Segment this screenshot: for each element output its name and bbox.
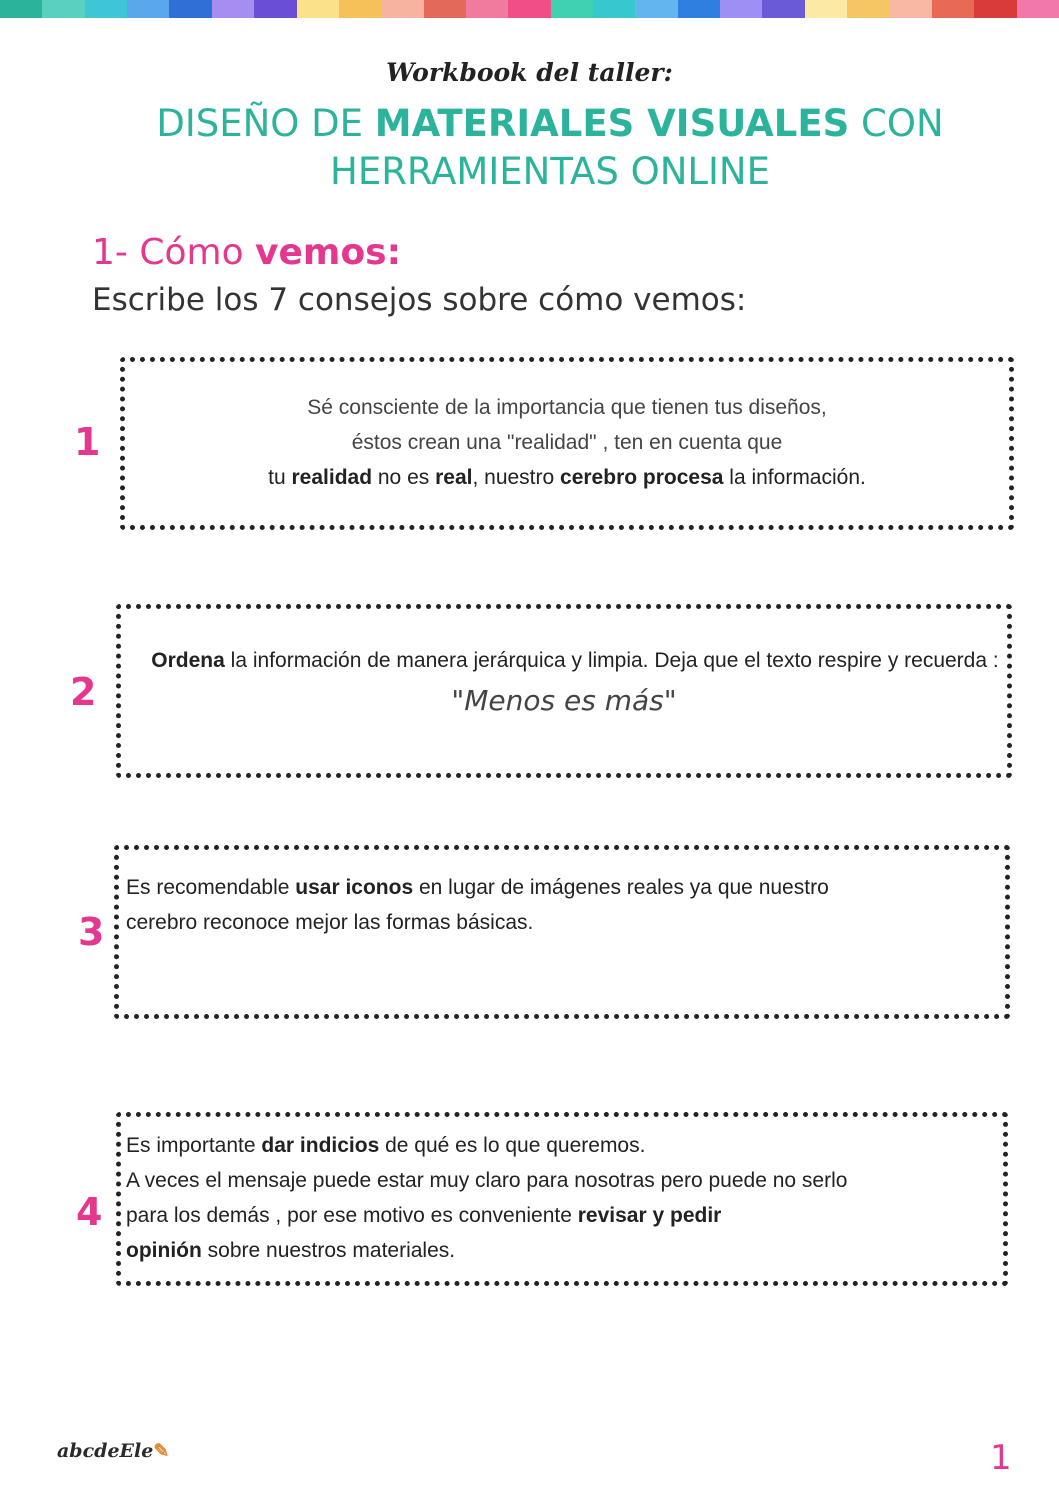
stripe-segment bbox=[635, 0, 677, 18]
page-title bbox=[140, 100, 960, 196]
stripe-segment bbox=[127, 0, 169, 18]
stripe-segment bbox=[805, 0, 847, 18]
stripe-segment bbox=[593, 0, 635, 18]
stripe-segment bbox=[169, 0, 211, 18]
stripe-segment bbox=[0, 0, 42, 18]
tip3-a: Es recomendable bbox=[126, 876, 296, 899]
section-heading bbox=[92, 232, 401, 273]
stripe-segment bbox=[381, 0, 423, 18]
stripe-segment bbox=[339, 0, 381, 18]
tip2-text bbox=[121, 645, 1007, 677]
stripe-segment bbox=[466, 0, 508, 18]
tip4-line1 bbox=[126, 1128, 1003, 1163]
tip-number-3: 3 bbox=[78, 910, 105, 954]
tip3-b: usar iconos bbox=[295, 876, 414, 899]
tip1-line1: Sé consciente de la importancia que tienen tus diseños, bbox=[307, 396, 827, 419]
stripe-segment bbox=[974, 0, 1016, 18]
tip-box-2 bbox=[116, 604, 1012, 778]
tip-number-2: 2 bbox=[70, 670, 97, 714]
tip4-l4-c: sobre nuestros materiales. bbox=[201, 1239, 456, 1262]
title-bold: MATERIALES VISUALES bbox=[374, 102, 850, 145]
tip-box-1 bbox=[120, 357, 1014, 530]
logo-text: abcdeEle bbox=[57, 1440, 154, 1462]
tip1-l3-b2: real bbox=[435, 466, 473, 489]
stripe-segment bbox=[424, 0, 466, 18]
stripe-segment bbox=[932, 0, 974, 18]
stripe-segment bbox=[297, 0, 339, 18]
tip2-quote: "Menos es más" bbox=[451, 684, 677, 717]
tip-number-4: 4 bbox=[76, 1190, 103, 1234]
tip4-line2: A veces el mensaje puede estar muy claro para nosotras pero puede no serlo bbox=[126, 1169, 848, 1192]
tip4-l1-c: de qué es lo que queremos. bbox=[379, 1134, 646, 1157]
tip4-l3-a: para los demás , por ese motivo es conveniente bbox=[126, 1204, 578, 1227]
pencil-icon: ✎ bbox=[153, 1440, 170, 1462]
tip3-line2: cerebro reconoce mejor las formas básicas. bbox=[126, 911, 534, 934]
stripe-segment bbox=[85, 0, 127, 18]
stripe-segment bbox=[678, 0, 720, 18]
stripe-segment bbox=[551, 0, 593, 18]
stripe-segment bbox=[847, 0, 889, 18]
tip1-l3-b1: realidad bbox=[291, 466, 373, 489]
tip1-l3-c: no es bbox=[372, 466, 436, 489]
tip-box-4 bbox=[116, 1112, 1008, 1286]
tip4-l1-a: Es importante bbox=[126, 1134, 262, 1157]
tip4-l1-b: dar indicios bbox=[261, 1134, 380, 1157]
tip4-l3-b: revisar y pedir bbox=[577, 1204, 722, 1227]
tip1-l3-e: la información. bbox=[723, 466, 866, 489]
stripe-segment bbox=[890, 0, 932, 18]
stripe-segment bbox=[762, 0, 804, 18]
brand-logo bbox=[57, 1440, 169, 1462]
stripe-segment bbox=[720, 0, 762, 18]
tip4-line3 bbox=[126, 1198, 1003, 1233]
tip3-c: en lugar de imágenes reales ya que nuestro bbox=[413, 876, 829, 899]
top-color-stripe bbox=[0, 0, 1059, 18]
tip2-rest: la información de manera jerárquica y limpia. Deja que el texto respire y recuerda : bbox=[224, 649, 999, 672]
stripe-segment bbox=[508, 0, 550, 18]
stripe-segment bbox=[212, 0, 254, 18]
stripe-segment bbox=[1017, 0, 1059, 18]
tip2-bold: Ordena bbox=[151, 649, 225, 672]
tip3-line1 bbox=[126, 870, 1005, 905]
tip4-line4 bbox=[126, 1233, 1003, 1268]
section-instruction: Escribe los 7 consejos sobre cómo vemos: bbox=[92, 282, 747, 318]
tip1-l3-d: , nuestro bbox=[472, 466, 561, 489]
tip1-line3 bbox=[125, 460, 1009, 495]
tip-number-1: 1 bbox=[74, 420, 101, 464]
section-heading-prefix: 1- Cómo bbox=[92, 232, 256, 273]
stripe-segment bbox=[254, 0, 296, 18]
tip-box-3 bbox=[114, 845, 1010, 1019]
section-heading-bold: vemos: bbox=[255, 232, 401, 273]
title-part1: DISEÑO DE bbox=[156, 102, 375, 145]
tip4-l4-b: opinión bbox=[126, 1239, 202, 1262]
title-line2: HERRAMIENTAS ONLINE bbox=[330, 150, 770, 193]
page-number: 1 bbox=[990, 1438, 1012, 1478]
title-part2: CON bbox=[849, 102, 944, 145]
workbook-label: Workbook del taller: bbox=[386, 58, 673, 87]
stripe-segment bbox=[42, 0, 84, 18]
tip1-l3-b3: cerebro procesa bbox=[560, 466, 724, 489]
tip1-line2: éstos crean una "realidad" , ten en cuenta que bbox=[351, 431, 783, 454]
tip1-l3-a: tu bbox=[268, 466, 292, 489]
